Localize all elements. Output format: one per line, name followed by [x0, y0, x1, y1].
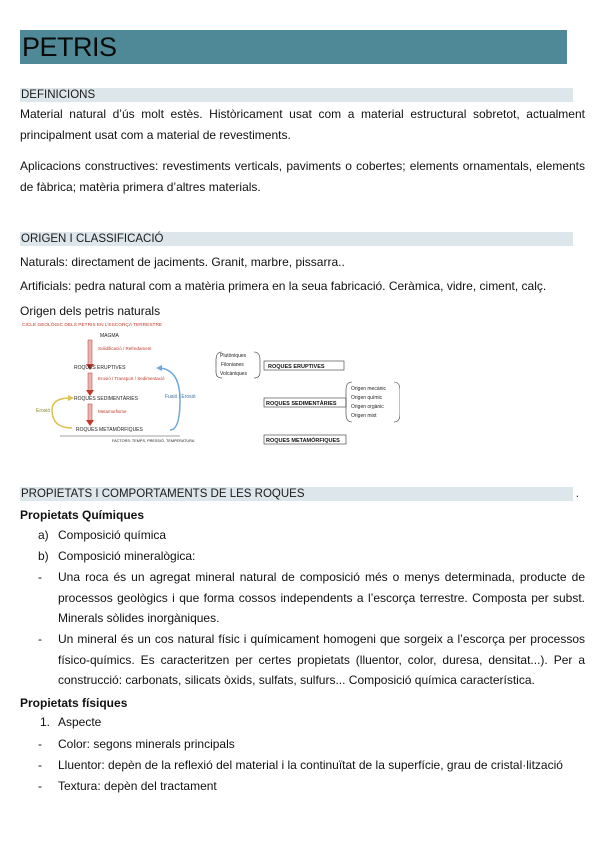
section-heading-propietats [20, 487, 579, 501]
diagram-roques-metamorfiques-left: ROQUES METAMÒRFIQUES [76, 427, 143, 433]
diagram-magma: MAGMA [100, 333, 119, 339]
origen-artificials: Artificials: pedra natural com a matèria primera en la seua fabricació. Ceràmica, vidre, ciment, calç. [20, 279, 547, 293]
diagram-origen-organic: Origen orgànic [351, 404, 384, 410]
list-item-text: Lluentor: depèn de la reflexió del material i la continuïtat de la superfície, grau de cristal·lització [58, 758, 563, 772]
quimiques-title: Propietats Químiques [20, 508, 145, 522]
diagram-origen-mecanic: Origen mecànic [351, 386, 387, 392]
list-marker: - [38, 758, 42, 772]
section-heading-definicions: DEFINICIONS [20, 88, 573, 102]
list-item-text: Aspecte [58, 715, 102, 729]
definicions-paragraph-1: Material natural d’ús molt estès. Històricament usat com a material estructural sobretot, actualment principalment usat com a material de revestiments. [20, 107, 585, 142]
diagram-erosio: Erosió / Transport / Sedimentació [98, 376, 165, 381]
diagram-roques-eruptives: ROQUES ERUPTIVES [268, 364, 325, 370]
list-item-text: Composició mineralògica: [58, 549, 196, 563]
list-item-text: Textura: depèn del tractament [58, 779, 217, 793]
list-item-text: Un mineral és un cos natural físic i químicament homogeni que sorgeix a l’escorça per processos físico-químics. Es caracteritzen per certes propietats (lluentor, color, duresa, densitat...). Per a construcció: carbonats, silicats òxids, sulfats, sulfurs... Composició química característica. [58, 632, 585, 687]
origen-naturals: Naturals: directament de jaciments. Granit, marbre, pissarra.. [20, 255, 345, 269]
diagram-volcaniques: Volcàniques [220, 371, 247, 377]
list-marker: a) [38, 528, 49, 542]
definicions-paragraph-2: Aplicacions constructives: revestiments verticals, paviments o cobertes; elements ornamentals, elements de fàbrica; matèria primera d’altres materials. [20, 159, 585, 194]
list-marker: - [38, 570, 42, 584]
diagram-roques-metamorfiques: ROQUES METAMÒRFIQUES [266, 438, 340, 444]
fisiques-title: Propietats físiques [20, 696, 128, 710]
diagram-right-side: Fusió / Erosió [165, 394, 196, 400]
list-item-text: Composició química [58, 528, 167, 542]
list-marker: - [38, 737, 42, 751]
propietats-heading-dot: . [575, 488, 579, 500]
list-item-text: Color: segons minerals principals [58, 737, 235, 751]
diagram-roques-eruptives-left: ROQUES ERUPTIVES [74, 365, 126, 371]
diagram-origen-mixt: Origen mixt [351, 413, 377, 419]
page-title: PETRIS [22, 32, 117, 62]
list-marker: - [38, 632, 42, 646]
section-heading-origen: ORIGEN I CLASSIFICACIÓ [20, 232, 573, 246]
diagram-left-side: Erosió [36, 408, 51, 414]
diagram-filonianes: Filonianes [221, 362, 244, 368]
diagram-caption: Origen dels petris naturals [20, 304, 161, 318]
diagram-metamorfisme: Metamorfisme [98, 409, 127, 414]
diagram-footer: FACTORS: TEMPS, PRESSIÓ, TEMPERATURA [112, 439, 195, 443]
title-bar [20, 30, 567, 64]
diagram-roques-sedimentaries: ROQUES SEDIMENTÀRIES [266, 401, 337, 407]
diagram-solidificacio: Solidificació / Refredament [98, 346, 152, 351]
diagram-roques-sedimentaries-left: ROQUES SEDIMENTÀRIES [74, 396, 138, 402]
rock-origin-diagram [20, 320, 400, 450]
diagram-plutoniques: Plutòniques [220, 353, 247, 359]
propietats-heading-text: PROPIETATS I COMPORTAMENTS DE LES ROQUES [21, 488, 305, 500]
diagram-origen-quimic: Origen químic [351, 395, 383, 401]
list-marker: 1. [40, 715, 51, 729]
diagram-left-title: CICLE GEOLÒGIC DELS PETRIS EN L’ESCORÇA TERRESTRE [22, 323, 163, 328]
list-marker: b) [38, 549, 49, 563]
list-item-text: Una roca és un agregat mineral natural de composició més o menys determinada, producte de processos geològics i que forma cossos independents a l’escorça terrestre. Composta per subst. Minerals sòlides inorgàniques. [58, 570, 585, 625]
list-marker: - [38, 779, 42, 793]
